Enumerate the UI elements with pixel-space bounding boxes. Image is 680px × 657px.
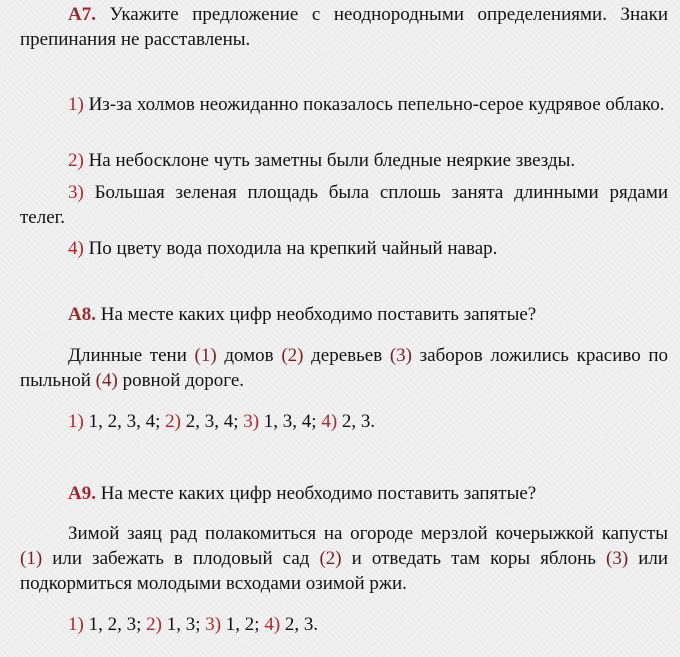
- a7-question: [20, 2, 668, 52]
- a8-sentence-part-5: ровной дороге.: [122, 370, 245, 391]
- a9-sentence: [20, 521, 668, 596]
- a7-option-1: [20, 92, 668, 117]
- a8-answer-1-text: 1, 2, 3, 4;: [88, 411, 161, 432]
- a8-sentence-part-3: деревьев: [311, 345, 383, 366]
- a8-marker-4: (4): [95, 370, 118, 391]
- a9-answer-1-text: 1, 2, 3;: [88, 614, 142, 635]
- a7-label: А7.: [68, 4, 96, 25]
- a8-answer-4-text: 2, 3.: [341, 411, 376, 432]
- a9-sentence-part-3: и отведать там коры яблонь: [351, 548, 596, 569]
- a7-option-3: [20, 180, 668, 230]
- a9-question-text: На месте каких цифр необходимо поставить запятые?: [100, 483, 537, 504]
- a9-answer-2-number: 2): [146, 614, 162, 635]
- a8-marker-1: (1): [194, 345, 217, 366]
- a9-sentence-part-4: или подкормиться молодыми всходами озимой ржи.: [20, 548, 669, 594]
- a7-option-2-number: 2): [68, 150, 84, 171]
- a8-sentence: [20, 343, 668, 393]
- a9-sentence-part-1: Зимой заяц рад полакомиться на огороде мерзлой кочерыжкой капусты: [68, 523, 668, 544]
- a8-answer-1-number: 1): [68, 411, 84, 432]
- a8-sentence-part-1: Длинные тени: [68, 345, 187, 366]
- a9-marker-3: (3): [606, 548, 629, 569]
- a9-label: А9.: [68, 483, 96, 504]
- a9-answer-3-number: 3): [205, 614, 222, 635]
- a7-option-4-text: По цвету вода походила на крепкий чайный навар.: [88, 238, 498, 259]
- a9-answer-3-text: 1, 2;: [225, 614, 260, 635]
- a7-option-3-number: 3): [68, 182, 84, 203]
- a9-answers: [20, 612, 668, 637]
- a8-answers: [20, 409, 668, 434]
- a7-option-1-text: Из-за холмов неожиданно показалось пепельно-серое кудрявое облако.: [88, 94, 665, 115]
- a8-marker-3: (3): [389, 345, 413, 366]
- a8-label: А8.: [68, 304, 96, 325]
- a8-question-text: На месте каких цифр необходимо поставить запятые?: [100, 304, 537, 325]
- a8-answer-3-number: 3): [243, 411, 260, 432]
- a7-option-2: [20, 148, 668, 173]
- a7-option-4: [20, 236, 668, 261]
- a7-question-text: Укажите предложение с неоднородными определениями. Знаки препинания не расставлены.: [20, 4, 669, 50]
- a8-answer-4-number: 4): [321, 411, 338, 432]
- a7-option-1-number: 1): [68, 94, 84, 115]
- a8-question: [20, 302, 668, 327]
- a7-option-4-number: 4): [68, 238, 84, 259]
- a8-sentence-part-2: домов: [224, 345, 274, 366]
- a9-answer-4-number: 4): [264, 614, 281, 635]
- a7-option-3-text: Большая зеленая площадь была сплошь занята длинными рядами телег.: [20, 182, 669, 228]
- a9-marker-2: (2): [319, 548, 342, 569]
- a9-marker-1: (1): [20, 548, 43, 569]
- a8-answer-2-number: 2): [165, 411, 181, 432]
- a8-answer-3-text: 1, 3, 4;: [263, 411, 317, 432]
- a9-answer-4-text: 2, 3.: [284, 614, 319, 635]
- a9-question: [20, 481, 668, 506]
- a8-marker-2: (2): [281, 345, 304, 366]
- a8-answer-2-text: 2, 3, 4;: [185, 411, 239, 432]
- a9-answer-2-text: 1, 3;: [166, 614, 201, 635]
- a8-sentence-part-4: заборов ложились красиво по пыльной: [20, 345, 669, 391]
- a9-sentence-part-2: или забежать в плодовый сад: [52, 548, 310, 569]
- a9-answer-1-number: 1): [68, 614, 84, 635]
- a7-option-2-text: На небосклоне чуть заметны были бледные неяркие звезды.: [88, 150, 576, 171]
